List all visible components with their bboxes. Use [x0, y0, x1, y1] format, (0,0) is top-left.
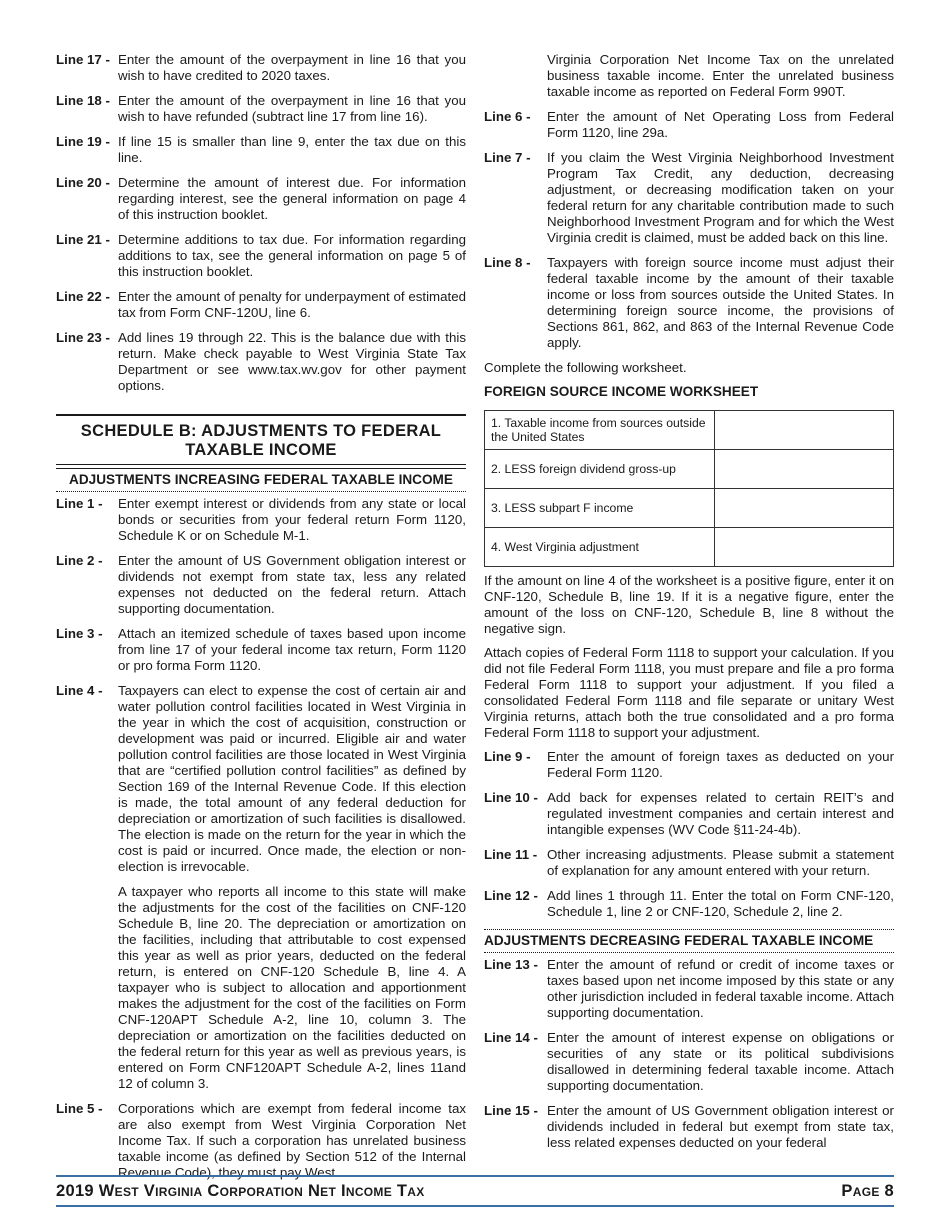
line-text: Other increasing adjustments. Please submit a statement of explanation for any amount entered with your return.: [547, 847, 894, 878]
worksheet-entry-cell[interactable]: [715, 528, 894, 567]
line-item: [56, 232, 466, 280]
line-item: [56, 330, 466, 394]
line-text: Attach an itemized schedule of taxes based upon income from line 17 of your federal income tax return, Form 1120 or pro forma Form 1120.: [118, 626, 466, 673]
line-label: Line 17 -: [56, 52, 110, 67]
line-label: Line 8 -: [484, 255, 531, 270]
line5-continued: Virginia Corporation Net Income Tax on the unrelated business taxable income. Enter the unrelated business taxable income as reported on Federal Form 990T.: [547, 52, 894, 99]
line-text: Determine additions to tax due. For information regarding additions to tax, see the general information on page 5 of this instruction booklet.: [118, 232, 466, 279]
line-item: [56, 626, 466, 674]
schedule-title: SCHEDULE B: ADJUSTMENTS TO FEDERAL TAXABLE INCOME: [56, 414, 466, 460]
foreign-source-worksheet: [484, 410, 894, 567]
complete-instruction: Complete the following worksheet.: [484, 360, 687, 375]
line-text: Enter the amount of interest expense on obligations or securities of any state or its political subdivisions disallowed in determining federal taxable income. Attach supporting documentation.: [547, 1030, 894, 1093]
line-item: [484, 1103, 894, 1151]
line-item: [56, 1101, 466, 1181]
line-text: Taxpayers with foreign source income must adjust their federal taxable income by the amount of their taxable income or loss from sources outside the United States. In determining foreign source income, the provisions of Sections 861, 862, and 863 of the Internal Revenue Code apply.: [547, 255, 894, 350]
footer-bottom-rule: [56, 1205, 894, 1207]
line-text: Taxpayers can elect to expense the cost of certain air and water pollution control facilities located in West Virginia in the year in which the cost of acquisition, construction or development was paid or incurred. Eligible air and water pollution control facilities are those located in West Virginia that are “certified pollution control facilities” as defined by Section 169 of the Internal Revenue Code. If this election is made, the total amount of any federal deduction for depreciation or amortization of such facilities is disallowed. The election is made on the return for the year in which the cost is paid or incurred. Once made, the election or non-election is irrevocable.: [118, 683, 466, 874]
line-label: Line 5 -: [56, 1101, 103, 1116]
line-label: Line 6 -: [484, 109, 531, 124]
line-label: Line 12 -: [484, 888, 538, 903]
line-item: [484, 255, 894, 351]
line-label: Line 18 -: [56, 93, 110, 108]
line-item: [56, 683, 466, 875]
line-item: [484, 957, 894, 1021]
line-item: [56, 52, 466, 84]
line-item: [56, 289, 466, 321]
line-label: Line 15 -: [484, 1103, 538, 1118]
line-text: Enter the amount of US Government obligation interest or dividends included in federal but exempt from state tax, less related expenses deducted on your federal: [547, 1103, 894, 1150]
line-text: Add lines 1 through 11. Enter the total on Form CNF-120, Schedule 1, line 2 or CNF-120, Schedule 2, line 2.: [547, 888, 894, 919]
line-item: [56, 496, 466, 544]
line-label: Line 21 -: [56, 232, 110, 247]
page-footer: [56, 1175, 894, 1207]
line-label: Line 13 -: [484, 957, 538, 972]
line-label: Line 4 -: [56, 683, 103, 698]
line-item: [484, 888, 894, 920]
line-label: Line 22 -: [56, 289, 110, 304]
table-row: [485, 489, 894, 528]
line-text: Enter the amount of the overpayment in line 16 that you wish to have credited to 2020 taxes.: [118, 52, 466, 83]
decreasing-heading: ADJUSTMENTS DECREASING FEDERAL TAXABLE INCOME: [484, 929, 894, 953]
footer-title: 2019 West Virginia Corporation Net Income Tax: [56, 1182, 425, 1200]
line-text: Enter the amount of US Government obligation interest or dividends not exempt from state tax, less any related expenses not deducted on the federal return. Attach supporting documentation.: [118, 553, 466, 616]
worksheet-label: 4. West Virginia adjustment: [485, 528, 715, 567]
line-item: [484, 847, 894, 879]
line-text: Add back for expenses related to certain REIT’s and regulated investment companies and certain interest and intangible expenses (WV Code §11-24-4b).: [547, 790, 894, 837]
line-text: If you claim the West Virginia Neighborhood Investment Program Tax Credit, any deduction, decreasing adjustment, or decreasing modification taken on your federal return for any charitable contribution made to such Neighborhood Investment Program and for which the West Virginia credit is claimed, must be added back on this line.: [547, 150, 894, 245]
line-text: Enter the amount of refund or credit of income taxes or taxes based upon net income imposed by this state or any other jurisdiction included in federal taxable income. Attach supporting documentation.: [547, 957, 894, 1020]
line-item: [56, 553, 466, 617]
worksheet-entry-cell[interactable]: [715, 450, 894, 489]
increasing-heading: ADJUSTMENTS INCREASING FEDERAL TAXABLE INCOME: [56, 469, 466, 492]
line-item: [484, 1030, 894, 1094]
page-number: Page 8: [841, 1182, 894, 1200]
table-row: [485, 450, 894, 489]
line-label: Line 23 -: [56, 330, 110, 345]
line-text: Enter the amount of foreign taxes as deducted on your Federal Form 1120.: [547, 749, 894, 780]
line-text: If line 15 is smaller than line 9, enter the tax due on this line.: [118, 134, 466, 165]
line-label: Line 11 -: [484, 847, 538, 862]
worksheet-entry-cell[interactable]: [715, 489, 894, 528]
line-label: Line 14 -: [484, 1030, 538, 1045]
table-row: [485, 411, 894, 450]
line-item: [484, 109, 894, 141]
line-label: Line 3 -: [56, 626, 103, 641]
worksheet-entry-cell[interactable]: [715, 411, 894, 450]
line-label: Line 1 -: [56, 496, 103, 511]
worksheet-label: 2. LESS foreign dividend gross-up: [485, 450, 715, 489]
line-item: [484, 749, 894, 781]
worksheet-title: FOREIGN SOURCE INCOME WORKSHEET: [484, 384, 759, 399]
line-text: Determine the amount of interest due. For information regarding interest, see the general information on page 4 of this instruction booklet.: [118, 175, 466, 222]
line-label: Line 2 -: [56, 553, 103, 568]
line-text: Enter exempt interest or dividends from any state or local bonds or securities from your federal return Form 1120, Schedule K or on Schedule M-1.: [118, 496, 466, 543]
line-item: [484, 150, 894, 246]
left-column: [56, 52, 466, 1190]
line-label: Line 9 -: [484, 749, 531, 764]
line-label: Line 20 -: [56, 175, 110, 190]
line-text: Enter the amount of the overpayment in line 16 that you wish to have refunded (subtract line 17 from line 16).: [118, 93, 466, 124]
line-item: [56, 175, 466, 223]
line-text: Add lines 19 through 22. This is the balance due with this return. Make check payable to West Virginia State Tax Department or see www.tax.wv.gov for other payment options.: [118, 330, 466, 393]
line-label: Line 19 -: [56, 134, 110, 149]
line-text: Corporations which are exempt from federal income tax are also exempt from West Virginia Corporation Net Income Tax. If such a corporation has unrelated business taxable income (as defined by Section 512 of the Internal Revenue Code), they must pay West: [118, 1101, 466, 1180]
line4-continued: A taxpayer who reports all income to this state will make the adjustments for the cost of the facilities on CNF-120 Schedule B, line 20. The depreciation or amortization on the facilities, including that attributable to cost expensed this year as well as prior years, deducted on the federal return, is entered on CNF-120 Schedule B, line 4. A taxpayer who is subject to allocation and apportionment makes the adjustment for the cost of the facilities on Form CNF-120APT Schedule A-2, line 10, column 3. The depreciation or amortization on the facilities deducted on the federal return for this year as well as previous years, is entered on Form CNF120APT Schedule A-2, lines 11and 12 of column 3.: [118, 884, 466, 1091]
line-label: Line 7 -: [484, 150, 531, 165]
right-column: [484, 52, 894, 1160]
line-label: Line 10 -: [484, 790, 538, 805]
worksheet-instruction: If the amount on line 4 of the worksheet is a positive figure, enter it on CNF-120, Schedule B, line 19. If it is a negative figure, enter the amount of the loss on CNF-120, Schedule B, line 8 without the negative sign.: [484, 573, 894, 636]
top-lines: [56, 52, 466, 394]
worksheet-label: 1. Taxable income from sources outside the United States: [485, 411, 715, 450]
line-item: [56, 93, 466, 125]
table-row: [485, 528, 894, 567]
line-text: Enter the amount of penalty for underpayment of estimated tax from Form CNF-120U, line 6.: [118, 289, 466, 320]
form-1118-instruction: Attach copies of Federal Form 1118 to support your calculation. If you did not file Federal Form 1118, you must prepare and file a pro forma Federal Form 1118 to support your adjustment. If you filed a consolidated Federal Form 1118 and file separate or unitary West Virginia returns, attach both the true consolidated and a pro forma Federal Form 1118 to support your adjustment.: [484, 645, 894, 740]
worksheet-label: 3. LESS subpart F income: [485, 489, 715, 528]
line-item: [484, 790, 894, 838]
line-item: [56, 134, 466, 166]
line-text: Enter the amount of Net Operating Loss from Federal Form 1120, line 29a.: [547, 109, 894, 140]
